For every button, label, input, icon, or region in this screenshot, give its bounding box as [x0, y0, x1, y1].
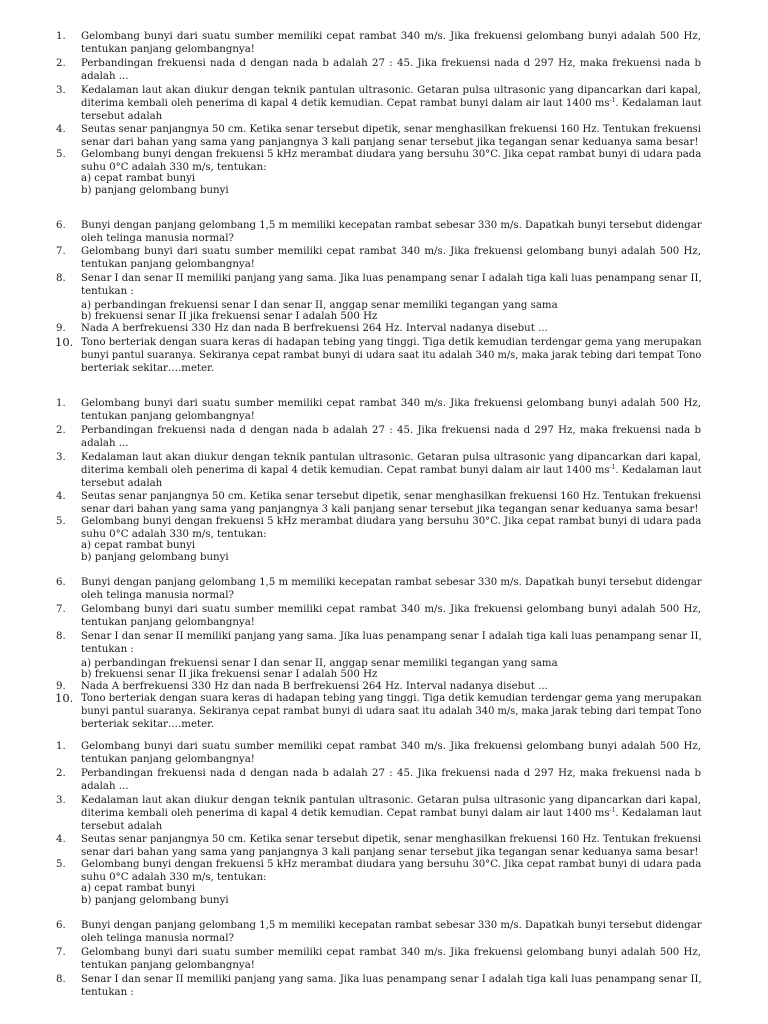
text-run: suhu 0°C adalah 330 m/s, tentukan:	[81, 162, 267, 173]
question-text	[81, 336, 701, 349]
question-continuation-line	[0, 362, 768, 375]
question-number: 2.	[56, 58, 66, 69]
question-continuation-line	[0, 410, 768, 423]
text-run: bunyi pantul suaranya. Sekiranya cepat rambat bunyi di udara saat itu adalah 340 m/s, maka jarak tebing dari tempat Tono	[81, 350, 702, 361]
question-line	[0, 123, 768, 136]
question-text	[81, 946, 701, 959]
question-number: 6.	[56, 920, 66, 931]
question-number: 1.	[56, 741, 66, 752]
question-line	[0, 336, 768, 349]
question-text	[81, 740, 701, 753]
text-run: tentukan :	[81, 644, 134, 655]
text-run: Tono berteriak dengan suara keras di hadapan tebing yang tinggi. Tiga detik kemudian terdengar gema yang merupakan	[81, 337, 702, 348]
text-run: Bunyi dengan panjang gelombang 1,5 m memiliki kecepatan rambat sebesar 330 m/s. Dapatkah bunyi tersebut didengar	[81, 577, 702, 588]
question-text	[81, 858, 701, 871]
text-run: Gelombang bunyi dengan frekuensi 5 kHz merambat diudara yang bersuhu 30°C. Jika cepat rambat bunyi di udara pada	[81, 859, 702, 870]
question-text	[81, 718, 701, 731]
question-line	[0, 322, 768, 335]
question-line	[0, 973, 768, 986]
question-line	[0, 603, 768, 616]
text-run: Gelombang bunyi dengan frekuensi 5 kHz merambat diudara yang bersuhu 30°C. Jika cepat rambat bunyi di udara pada	[81, 149, 702, 160]
text-run: tentukan panjang gelombangnya!	[81, 411, 255, 422]
question-number: 7.	[56, 604, 66, 615]
question-number: 1.	[56, 398, 66, 409]
text-run: a) cepat rambat bunyi	[81, 540, 196, 551]
question-line	[0, 919, 768, 932]
text-run: Senar I dan senar II memiliki panjang yang sama. Jika luas penampang senar I adalah tiga kali luas penampang senar II,	[81, 273, 702, 284]
question-number: 7.	[56, 947, 66, 958]
question-text	[81, 794, 701, 807]
unit-exponent: -1	[609, 464, 616, 471]
question-text	[81, 43, 701, 56]
text-run: tentukan :	[81, 286, 134, 297]
question-number: 5.	[56, 859, 66, 870]
question-number: 10.	[55, 691, 74, 705]
text-run: adalah ...	[81, 71, 129, 82]
question-continuation-line	[0, 753, 768, 766]
text-run: tentukan panjang gelombangnya!	[81, 754, 255, 765]
text-run: Gelombang bunyi dengan frekuensi 5 kHz merambat diudara yang bersuhu 30°C. Jika cepat rambat bunyi di udara pada	[81, 516, 702, 527]
question-line	[0, 451, 768, 464]
question-number: 9.	[56, 323, 66, 334]
text-run: Senar I dan senar II memiliki panjang yang sama. Jika luas penampang senar I adalah tiga kali luas penampang senar II,	[81, 631, 702, 642]
question-text	[81, 464, 701, 477]
question-text	[81, 110, 701, 123]
text-run: tentukan panjang gelombangnya!	[81, 960, 255, 971]
question-number: 9.	[56, 681, 66, 692]
question-text	[81, 70, 701, 83]
text-run: Perbandingan frekuensi nada d dengan nada b adalah 27 : 45. Jika frekuensi nada d 297 Hz, maka frekuensi nada b	[81, 58, 701, 69]
question-text	[81, 258, 701, 271]
question-continuation-line	[0, 477, 768, 490]
text-run: Gelombang bunyi dari suatu sumber memiliki cepat rambat 340 m/s. Jika frekuensi gelombang bunyi adalah 500 Hz,	[81, 31, 701, 42]
text-run: senar dari bahan yang sama yang panjangnya 3 kali panjang senar tersebut jika tegangan senar keduanya sama besar!	[81, 504, 699, 515]
question-text	[81, 705, 701, 718]
unit-exponent: -1	[609, 807, 616, 814]
question-line	[0, 630, 768, 643]
question-line	[0, 219, 768, 232]
question-text	[81, 820, 701, 833]
question-number: 4.	[56, 124, 66, 135]
question-continuation-line	[0, 551, 768, 564]
text-run: Seutas senar panjangnya 50 cm. Ketika senar tersebut dipetik, senar menghasilkan frekuensi 160 Hz. Tentukan frekuensi	[81, 834, 702, 845]
question-number: 5.	[56, 149, 66, 160]
question-text	[81, 397, 701, 410]
question-number: 8.	[56, 631, 66, 642]
question-number: 3.	[56, 795, 66, 806]
text-run: Gelombang bunyi dari suatu sumber memiliki cepat rambat 340 m/s. Jika frekuensi gelombang bunyi adalah 500 Hz,	[81, 398, 701, 409]
question-text	[81, 30, 701, 43]
text-run: tersebut adalah	[81, 478, 163, 489]
question-text	[81, 437, 701, 450]
question-number: 3.	[56, 85, 66, 96]
text-run: bunyi pantul suaranya. Sekiranya cepat rambat bunyi di udara saat itu adalah 340 m/s, maka jarak tebing dari tempat Tono	[81, 706, 702, 717]
question-text	[81, 767, 701, 780]
question-text	[81, 362, 701, 375]
text-run: oleh telinga manusia normal?	[81, 233, 234, 244]
question-number: 2.	[56, 425, 66, 436]
text-run: Tono berteriak dengan suara keras di hadapan tebing yang tinggi. Tiga detik kemudian terdengar gema yang merupakan	[81, 693, 702, 704]
question-text	[81, 780, 701, 793]
text-run: a) perbandingan frekuensi senar I dan senar II, anggap senar memiliki tegangan yang sama	[81, 658, 558, 669]
question-line	[0, 576, 768, 589]
question-number: 7.	[56, 246, 66, 257]
text-run: Nada A berfrekuensi 330 Hz dan nada B berfrekuensi 264 Hz. Interval nadanya disebut ...	[81, 323, 548, 334]
text-run: Gelombang bunyi dari suatu sumber memiliki cepat rambat 340 m/s. Jika frekuensi gelombang bunyi adalah 500 Hz,	[81, 741, 701, 752]
question-line	[0, 858, 768, 871]
question-continuation-line	[0, 820, 768, 833]
text-run: Gelombang bunyi dari suatu sumber memiliki cepat rambat 340 m/s. Jika frekuensi gelombang bunyi adalah 500 Hz,	[81, 947, 701, 958]
question-text	[81, 753, 701, 766]
question-text	[81, 551, 701, 564]
unit-exponent: -1	[609, 97, 616, 104]
text-run: Kedalaman laut akan diukur dengan teknik pantulan ultrasonic. Getaran pulsa ultrasonic yang dipancarkan dari kapal,	[81, 85, 701, 96]
question-text	[81, 424, 701, 437]
question-line	[0, 272, 768, 285]
text-run: diterima kembali oleh penerima di kapal 4 detik kemudian. Cepat rambat bunyi dalam air laut 1400 ms	[81, 465, 610, 476]
text-run: Senar I dan senar II memiliki panjang yang sama. Jika luas penampang senar I adalah tiga kali luas penampang senar II,	[81, 974, 702, 985]
question-continuation-line	[0, 464, 768, 477]
question-text	[81, 616, 701, 629]
question-number: 4.	[56, 491, 66, 502]
question-number: 6.	[56, 220, 66, 231]
question-continuation-line	[0, 705, 768, 718]
question-text	[81, 643, 701, 656]
question-text	[81, 232, 701, 245]
text-run: Perbandingan frekuensi nada d dengan nada b adalah 27 : 45. Jika frekuensi nada d 297 Hz, maka frekuensi nada b	[81, 425, 701, 436]
question-continuation-line	[0, 589, 768, 602]
question-text	[81, 807, 701, 820]
question-text	[81, 285, 701, 298]
question-text	[81, 490, 701, 503]
text-run: b) panjang gelombang bunyi	[81, 185, 229, 196]
question-text	[81, 630, 701, 643]
text-run: Bunyi dengan panjang gelombang 1,5 m memiliki kecepatan rambat sebesar 330 m/s. Dapatkah bunyi tersebut didengar	[81, 220, 702, 231]
text-run: senar dari bahan yang sama yang panjangnya 3 kali panjang senar tersebut jika tegangan senar keduanya sama besar!	[81, 137, 699, 148]
question-text	[81, 184, 701, 197]
question-continuation-line	[0, 616, 768, 629]
question-number: 4.	[56, 834, 66, 845]
question-continuation-line	[0, 349, 768, 362]
question-text	[81, 349, 701, 362]
question-continuation-line	[0, 258, 768, 271]
question-text	[81, 477, 701, 490]
question-continuation-line	[0, 43, 768, 56]
question-text	[81, 932, 701, 945]
question-text	[81, 219, 701, 232]
text-run: adalah ...	[81, 438, 129, 449]
text-run: adalah ...	[81, 781, 129, 792]
question-line	[0, 424, 768, 437]
question-text	[81, 894, 701, 907]
text-run: tentukan panjang gelombangnya!	[81, 259, 255, 270]
text-run: tentukan :	[81, 987, 134, 998]
question-text	[81, 84, 701, 97]
question-line	[0, 397, 768, 410]
question-line	[0, 767, 768, 780]
question-number: 1.	[56, 31, 66, 42]
text-run: b) panjang gelombang bunyi	[81, 895, 229, 906]
question-line	[0, 946, 768, 959]
text-run: Gelombang bunyi dari suatu sumber memiliki cepat rambat 340 m/s. Jika frekuensi gelombang bunyi adalah 500 Hz,	[81, 246, 701, 257]
question-line	[0, 245, 768, 258]
question-text	[81, 272, 701, 285]
question-line	[0, 490, 768, 503]
question-continuation-line	[0, 232, 768, 245]
text-run: suhu 0°C adalah 330 m/s, tentukan:	[81, 872, 267, 883]
text-run: tersebut adalah	[81, 821, 163, 832]
question-number: 8.	[56, 974, 66, 985]
question-text	[81, 603, 701, 616]
question-text	[81, 245, 701, 258]
question-line	[0, 833, 768, 846]
question-continuation-line	[0, 184, 768, 197]
question-number: 10.	[55, 335, 74, 349]
question-continuation-line	[0, 959, 768, 972]
question-line	[0, 515, 768, 528]
text-run: b) frekuensi senar II jika frekuensi senar I adalah 500 Hz	[81, 669, 378, 680]
question-text	[81, 322, 701, 335]
question-continuation-line	[0, 643, 768, 656]
question-continuation-line	[0, 70, 768, 83]
text-run: a) cepat rambat bunyi	[81, 173, 196, 184]
question-text	[81, 576, 701, 589]
question-number: 2.	[56, 768, 66, 779]
question-continuation-line	[0, 285, 768, 298]
text-run: Seutas senar panjangnya 50 cm. Ketika senar tersebut dipetik, senar menghasilkan frekuensi 160 Hz. Tentukan frekuensi	[81, 491, 702, 502]
text-run: a) cepat rambat bunyi	[81, 883, 196, 894]
question-continuation-line	[0, 718, 768, 731]
question-number: 6.	[56, 577, 66, 588]
text-run: Kedalaman laut akan diukur dengan teknik pantulan ultrasonic. Getaran pulsa ultrasonic yang dipancarkan dari kapal,	[81, 452, 701, 463]
question-line	[0, 30, 768, 43]
question-continuation-line	[0, 932, 768, 945]
question-continuation-line	[0, 97, 768, 110]
text-run: b) frekuensi senar II jika frekuensi senar I adalah 500 Hz	[81, 311, 378, 322]
question-line	[0, 692, 768, 705]
text-run: Seutas senar panjangnya 50 cm. Ketika senar tersebut dipetik, senar menghasilkan frekuensi 160 Hz. Tentukan frekuensi	[81, 124, 702, 135]
question-continuation-line	[0, 110, 768, 123]
question-text	[81, 148, 701, 161]
text-run: a) perbandingan frekuensi senar I dan senar II, anggap senar memiliki tegangan yang sama	[81, 300, 558, 311]
text-run: b) panjang gelombang bunyi	[81, 552, 229, 563]
question-number: 8.	[56, 273, 66, 284]
text-run: oleh telinga manusia normal?	[81, 933, 234, 944]
text-run: Perbandingan frekuensi nada d dengan nada b adalah 27 : 45. Jika frekuensi nada d 297 Hz, maka frekuensi nada b	[81, 768, 701, 779]
question-continuation-line	[0, 894, 768, 907]
text-run: . Kedalaman laut	[615, 98, 702, 109]
text-run: Gelombang bunyi dari suatu sumber memiliki cepat rambat 340 m/s. Jika frekuensi gelombang bunyi adalah 500 Hz,	[81, 604, 701, 615]
question-continuation-line	[0, 986, 768, 999]
question-text	[81, 692, 701, 705]
text-run: . Kedalaman laut	[615, 808, 702, 819]
question-line	[0, 57, 768, 70]
text-run: Bunyi dengan panjang gelombang 1,5 m memiliki kecepatan rambat sebesar 330 m/s. Dapatkah bunyi tersebut didengar	[81, 920, 702, 931]
question-text	[81, 97, 701, 110]
question-text	[81, 451, 701, 464]
question-line	[0, 740, 768, 753]
question-number: 5.	[56, 516, 66, 527]
question-line	[0, 794, 768, 807]
text-run: . Kedalaman laut	[615, 465, 702, 476]
question-text	[81, 833, 701, 846]
question-text	[81, 515, 701, 528]
question-text	[81, 973, 701, 986]
text-run: Nada A berfrekuensi 330 Hz dan nada B berfrekuensi 264 Hz. Interval nadanya disebut ...	[81, 681, 548, 692]
text-run: tentukan panjang gelombangnya!	[81, 617, 255, 628]
question-continuation-line	[0, 437, 768, 450]
question-text	[81, 410, 701, 423]
text-run: diterima kembali oleh penerima di kapal 4 detik kemudian. Cepat rambat bunyi dalam air laut 1400 ms	[81, 808, 610, 819]
text-run: suhu 0°C adalah 330 m/s, tentukan:	[81, 529, 267, 540]
question-text	[81, 986, 701, 999]
question-text	[81, 123, 701, 136]
text-run: Kedalaman laut akan diukur dengan teknik pantulan ultrasonic. Getaran pulsa ultrasonic yang dipancarkan dari kapal,	[81, 795, 701, 806]
question-number: 3.	[56, 452, 66, 463]
question-line	[0, 148, 768, 161]
question-text	[81, 57, 701, 70]
question-continuation-line	[0, 807, 768, 820]
text-run: berteriak sekitar….meter.	[81, 363, 215, 374]
question-text	[81, 919, 701, 932]
question-line	[0, 84, 768, 97]
text-run: berteriak sekitar….meter.	[81, 719, 215, 730]
text-run: senar dari bahan yang sama yang panjangnya 3 kali panjang senar tersebut jika tegangan senar keduanya sama besar!	[81, 847, 699, 858]
question-text	[81, 589, 701, 602]
text-run: tersebut adalah	[81, 111, 163, 122]
text-run: tentukan panjang gelombangnya!	[81, 44, 255, 55]
question-continuation-line	[0, 780, 768, 793]
text-run: oleh telinga manusia normal?	[81, 590, 234, 601]
question-text	[81, 959, 701, 972]
text-run: diterima kembali oleh penerima di kapal 4 detik kemudian. Cepat rambat bunyi dalam air laut 1400 ms	[81, 98, 610, 109]
